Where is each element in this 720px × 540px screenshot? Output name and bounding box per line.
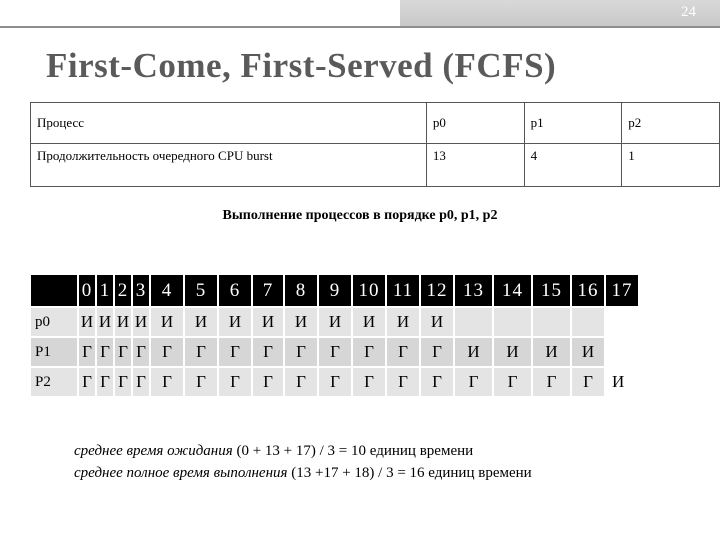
timeline-state-cell: Г: [421, 368, 453, 396]
time-unit-header: 13: [455, 275, 492, 306]
process-p1-cell: p1: [524, 103, 622, 144]
average-turnaround-label: среднее полное время выполнения: [74, 465, 288, 481]
timeline-state-cell: [494, 308, 531, 336]
timeline-state-cell: Г: [533, 368, 570, 396]
time-unit-header: 3: [133, 275, 149, 306]
time-unit-header: 0: [79, 275, 95, 306]
timeline-state-cell: [533, 308, 570, 336]
timeline-corner-cell: [31, 275, 77, 306]
timeline-state-cell: Г: [387, 368, 419, 396]
timeline-state-cell: Г: [115, 368, 131, 396]
timeline-state-cell: И: [219, 308, 251, 336]
burst-header-cell: Продолжительность очередного CPU burst: [31, 144, 427, 187]
execution-order-caption: Выполнение процессов в порядке p0, p1, p2: [222, 208, 498, 223]
timeline-state-cell: Г: [133, 338, 149, 366]
burst-p2-cell: 1: [622, 144, 720, 187]
time-unit-header: 14: [494, 275, 531, 306]
timeline-state-cell: И: [319, 308, 351, 336]
timeline-state-cell: Г: [219, 338, 251, 366]
timeline-state-cell: И: [285, 308, 317, 336]
process-p0-cell: p0: [426, 103, 524, 144]
timeline-state-cell: Г: [353, 338, 385, 366]
timeline-state-cell: Г: [319, 338, 351, 366]
timeline-state-cell: Г: [253, 338, 283, 366]
time-unit-header: 5: [185, 275, 217, 306]
average-turnaround-line: [74, 462, 532, 484]
timeline-state-cell: Г: [219, 368, 251, 396]
timeline-state-cell: И: [494, 338, 531, 366]
time-unit-header: 16: [572, 275, 604, 306]
burst-row: [31, 144, 720, 187]
timeline-state-cell: И: [606, 368, 638, 396]
timeline-state-cell: И: [97, 308, 113, 336]
time-unit-header: 6: [219, 275, 251, 306]
time-unit-header: 10: [353, 275, 385, 306]
time-unit-header: 12: [421, 275, 453, 306]
burst-p0-cell: 13: [426, 144, 524, 187]
process-row: [31, 103, 720, 144]
timeline-process-row: [31, 308, 638, 336]
time-unit-header: 15: [533, 275, 570, 306]
timeline-header-row: [31, 275, 638, 306]
time-unit-header: 11: [387, 275, 419, 306]
timeline-state-cell: [572, 308, 604, 336]
timeline-state-cell: Г: [133, 368, 149, 396]
timeline-state-cell: И: [533, 338, 570, 366]
page-number: 24: [681, 4, 696, 20]
timeline-state-cell: Г: [79, 338, 95, 366]
timeline-state-cell: Г: [97, 338, 113, 366]
time-unit-header: 1: [97, 275, 113, 306]
burst-p1-cell: 4: [524, 144, 622, 187]
timeline-state-cell: Г: [151, 338, 183, 366]
average-wait-label: среднее время ожидания: [74, 443, 233, 459]
timeline-state-cell: И: [421, 308, 453, 336]
slide-title: First-Come, First-Served (FCFS): [46, 46, 557, 85]
slide-top-bar: [0, 0, 720, 26]
timeline-state-cell: Г: [421, 338, 453, 366]
timeline-state-cell: Г: [115, 338, 131, 366]
timeline-state-cell: И: [572, 338, 604, 366]
time-unit-header: 4: [151, 275, 183, 306]
timeline-state-cell: И: [455, 338, 492, 366]
gantt-timeline-table: [29, 273, 640, 398]
process-info-table: [30, 102, 720, 187]
timeline-state-cell: Г: [455, 368, 492, 396]
average-wait-line: [74, 440, 532, 462]
slide-header-line: [0, 26, 720, 28]
time-unit-header: 17: [606, 275, 638, 306]
timeline-process-row: [31, 338, 638, 366]
timeline-state-cell: Г: [185, 368, 217, 396]
timeline-state-cell: Г: [185, 338, 217, 366]
time-unit-header: 9: [319, 275, 351, 306]
timeline-state-cell: И: [133, 308, 149, 336]
timeline-process-label: P2: [31, 368, 77, 396]
timeline-state-cell: Г: [387, 338, 419, 366]
timeline-state-cell: Г: [572, 368, 604, 396]
time-unit-header: 7: [253, 275, 283, 306]
timeline-process-label: p0: [31, 308, 77, 336]
timeline-state-cell: И: [79, 308, 95, 336]
summary-block: [74, 440, 532, 484]
timeline-state-cell: Г: [97, 368, 113, 396]
timeline-state-cell: Г: [494, 368, 531, 396]
timeline-state-cell: Г: [253, 368, 283, 396]
timeline-state-cell: [606, 308, 638, 336]
timeline-state-cell: Г: [79, 368, 95, 396]
timeline-state-cell: Г: [319, 368, 351, 396]
timeline-state-cell: И: [185, 308, 217, 336]
timeline-state-cell: Г: [285, 368, 317, 396]
average-wait-value: (0 + 13 + 17) / 3 = 10 единиц времени: [232, 443, 474, 459]
timeline-state-cell: И: [151, 308, 183, 336]
timeline-state-cell: Г: [285, 338, 317, 366]
timeline-state-cell: И: [253, 308, 283, 336]
average-turnaround-value: (13 +17 + 18) / 3 = 16 единиц времени: [287, 465, 532, 481]
time-unit-header: 8: [285, 275, 317, 306]
slide-header-tab: [400, 0, 720, 26]
timeline-state-cell: Г: [353, 368, 385, 396]
process-p2-cell: p2: [622, 103, 720, 144]
timeline-state-cell: И: [353, 308, 385, 336]
timeline-state-cell: И: [115, 308, 131, 336]
process-header-cell: Процесс: [31, 103, 427, 144]
timeline-state-cell: [606, 338, 638, 366]
timeline-process-label: P1: [31, 338, 77, 366]
time-unit-header: 2: [115, 275, 131, 306]
timeline-state-cell: [455, 308, 492, 336]
timeline-state-cell: И: [387, 308, 419, 336]
timeline-process-row: [31, 368, 638, 396]
timeline-state-cell: Г: [151, 368, 183, 396]
